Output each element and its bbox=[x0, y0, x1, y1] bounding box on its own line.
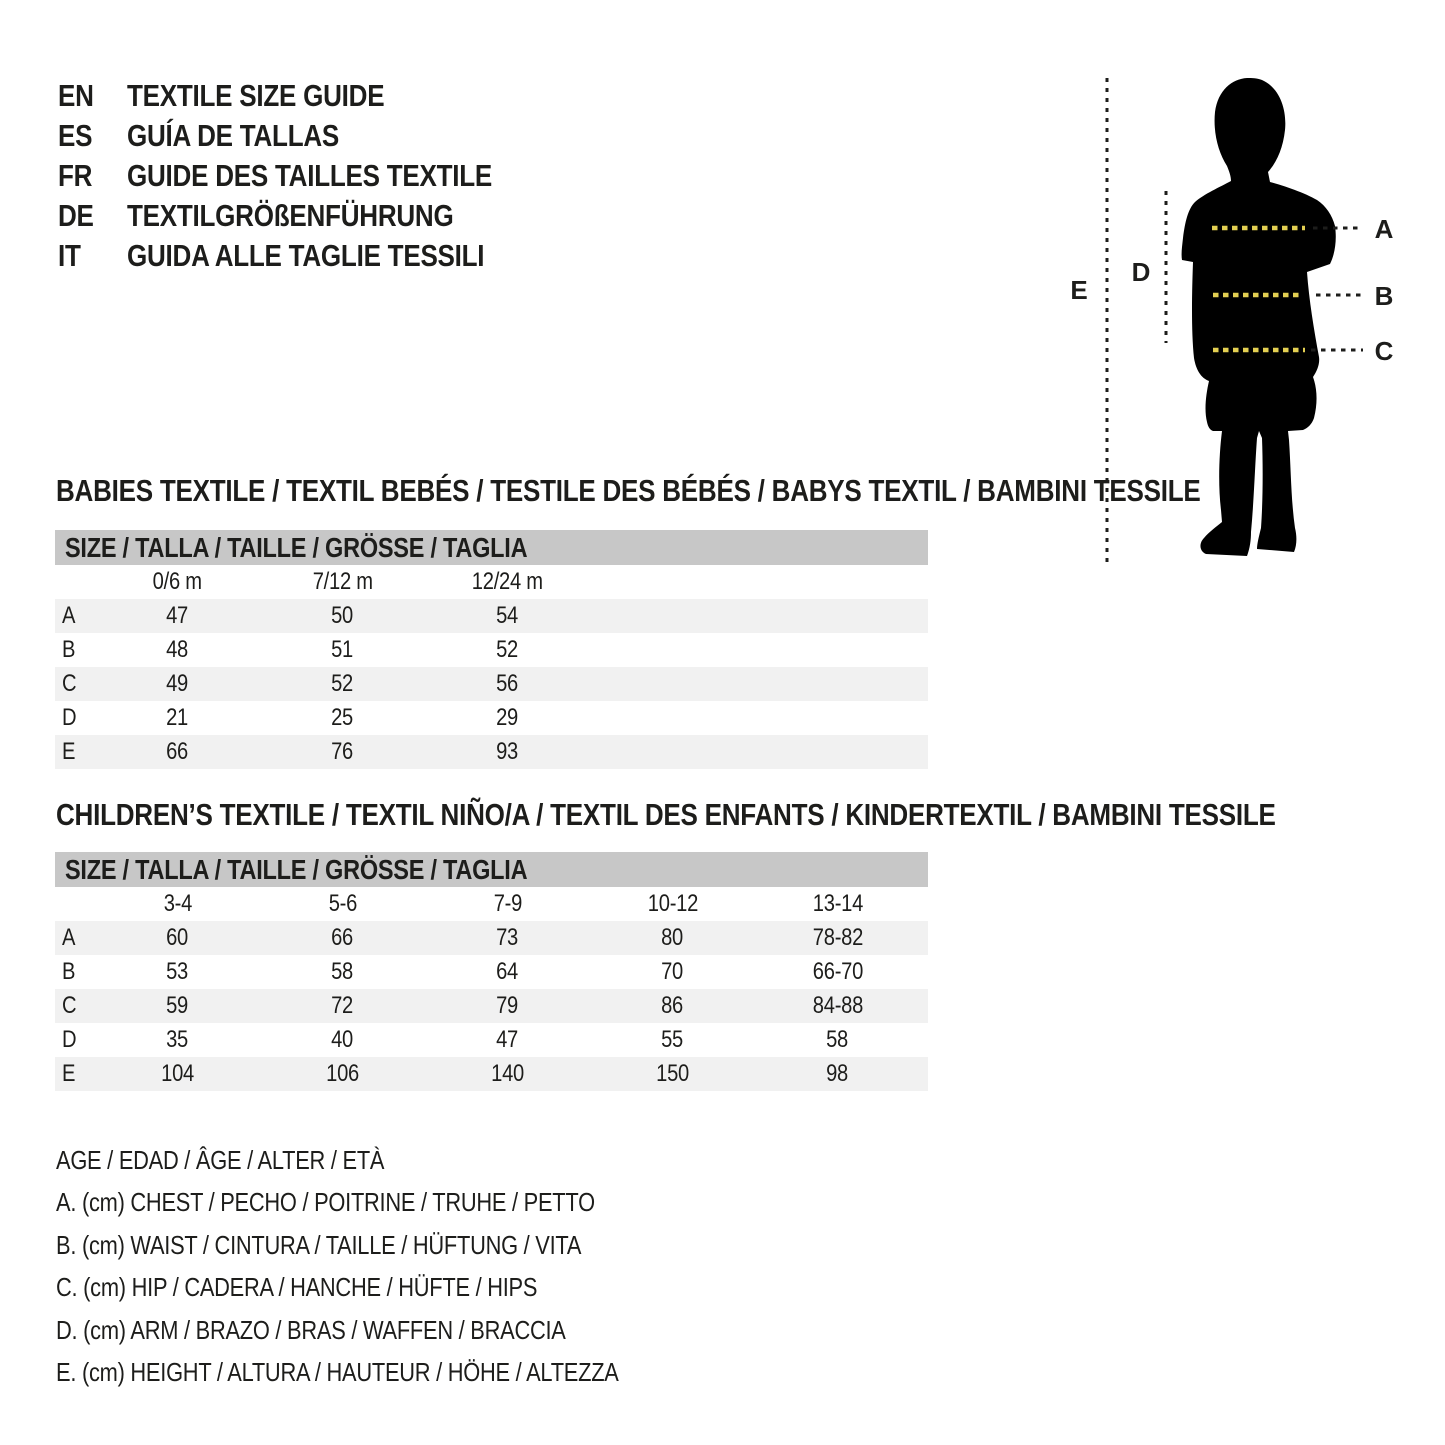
row-label: C bbox=[62, 992, 77, 1019]
legend-line-height: E. (cm) HEIGHT / ALTURA / HAUTEUR / HÖHE / ALTEZZA bbox=[56, 1357, 619, 1388]
legend-line-arm: D. (cm) ARM / BRAZO / BRAS / WAFFEN / BRACCIA bbox=[56, 1314, 566, 1345]
measurement-legend bbox=[56, 1139, 726, 1394]
lang-row-de bbox=[58, 196, 562, 236]
lang-title-fr: GUIDE DES TAILLES TEXTILE bbox=[127, 158, 493, 193]
row-label: D bbox=[62, 1026, 77, 1053]
legend-line-chest: A. (cm) CHEST / PECHO / POITRINE / TRUHE / PETTO bbox=[56, 1187, 595, 1218]
lang-code-fr: FR bbox=[58, 158, 93, 193]
children-col-0: 3-4 bbox=[163, 890, 192, 917]
children-col-1: 5-6 bbox=[328, 890, 357, 917]
row-label: A bbox=[62, 602, 76, 629]
table-row: D 21 25 29 bbox=[62, 704, 519, 731]
row-label: E bbox=[62, 738, 76, 765]
legend-line-age: AGE / EDAD / ÂGE / ALTER / ETÀ bbox=[56, 1144, 385, 1175]
legend-line-hip: C. (cm) HIP / CADERA / HANCHE / HÜFTE / HIPS bbox=[56, 1272, 538, 1303]
table-row: A 47 50 54 bbox=[55, 599, 928, 633]
lang-title-es: GUÍA DE TALLAS bbox=[127, 118, 340, 153]
babies-col-0: 0/6 m bbox=[152, 568, 203, 595]
row-label: E bbox=[62, 1060, 76, 1087]
table-row: E 66 76 93 bbox=[55, 735, 928, 769]
row-label: C bbox=[62, 670, 77, 697]
lang-title-it: GUIDA ALLE TAGLIE TESSILI bbox=[127, 238, 485, 273]
table-row: D 35 40 47 55 58 bbox=[62, 1026, 849, 1053]
lang-row-fr bbox=[58, 156, 562, 196]
row-label: A bbox=[62, 924, 76, 951]
lang-code-it: IT bbox=[58, 238, 81, 273]
figure-label-d: D bbox=[1131, 257, 1151, 287]
children-column-header-row bbox=[55, 887, 928, 921]
lang-title-en: TEXTILE SIZE GUIDE bbox=[127, 78, 385, 113]
lang-row-en bbox=[58, 76, 562, 116]
language-header bbox=[58, 76, 562, 276]
babies-section-title: BABIES TEXTILE / TEXTIL BEBÉS / TESTILE DES BÉBÉS / BABYS TEXTIL / BAMBINI TESSILE bbox=[56, 473, 1201, 508]
lang-title-de: TEXTILGRÖßENFÜHRUNG bbox=[127, 198, 454, 233]
figure-label-c: C bbox=[1374, 336, 1394, 366]
babies-size-header-bar: SIZE / TALLA / TAILLE / GRÖSSE / TAGLIA bbox=[55, 530, 928, 565]
row-label: B bbox=[62, 958, 76, 985]
babies-size-table bbox=[55, 530, 928, 769]
measurement-figure bbox=[1040, 55, 1445, 605]
children-col-3: 10-12 bbox=[647, 890, 698, 917]
table-row: A 60 66 73 80 78-82 bbox=[55, 921, 928, 955]
children-col-4: 13-14 bbox=[812, 890, 863, 917]
table-row: C 59 72 79 86 84-88 bbox=[55, 989, 928, 1023]
figure-label-b: B bbox=[1374, 281, 1394, 311]
lang-code-de: DE bbox=[58, 198, 94, 233]
lang-row-es bbox=[58, 116, 562, 156]
table-row: B 53 58 64 70 66-70 bbox=[62, 958, 863, 985]
table-row: B 48 51 52 bbox=[62, 636, 519, 663]
legend-line-waist: B. (cm) WAIST / CINTURA / TAILLE / HÜFTUNG / VITA bbox=[56, 1229, 582, 1260]
lang-code-en: EN bbox=[58, 78, 94, 113]
babies-column-header-row bbox=[55, 565, 928, 599]
row-label: B bbox=[62, 636, 76, 663]
row-label: D bbox=[62, 704, 77, 731]
children-size-table bbox=[55, 852, 928, 1091]
figure-label-a: A bbox=[1374, 214, 1394, 244]
children-size-header-bar: SIZE / TALLA / TAILLE / GRÖSSE / TAGLIA bbox=[55, 852, 928, 887]
table-row: C 49 52 56 bbox=[55, 667, 928, 701]
lang-row-it bbox=[58, 236, 562, 276]
babies-col-2: 12/24 m bbox=[471, 568, 544, 595]
table-row: E 104 106 140 150 98 bbox=[55, 1057, 928, 1091]
lang-code-es: ES bbox=[58, 118, 93, 153]
children-section-title: CHILDREN’S TEXTILE / TEXTIL NIÑO/A / TEXTIL DES ENFANTS / KINDERTEXTIL / BAMBINI TESSILE bbox=[56, 797, 1276, 832]
figure-label-e: E bbox=[1070, 275, 1088, 305]
babies-col-1: 7/12 m bbox=[312, 568, 373, 595]
children-col-2: 7-9 bbox=[493, 890, 522, 917]
